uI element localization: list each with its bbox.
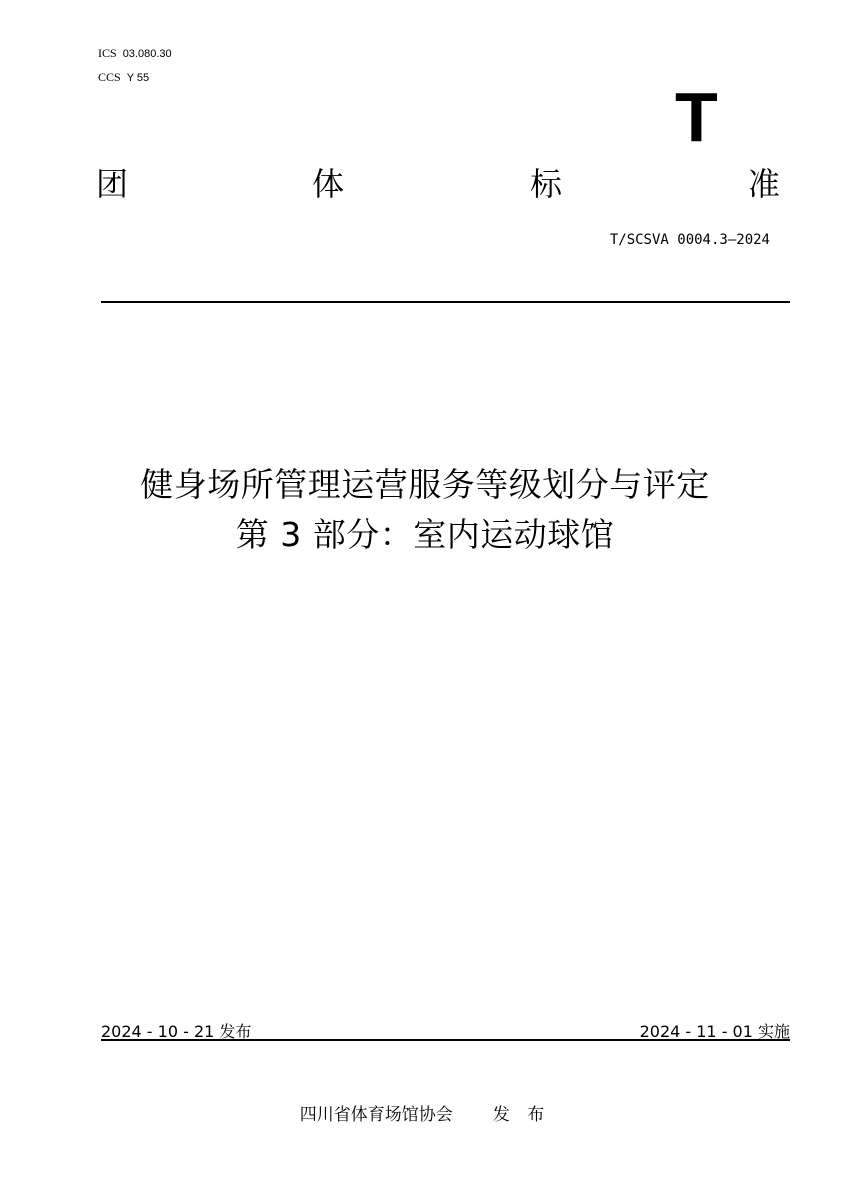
group-standard-mark: T — [675, 78, 718, 156]
document-title — [0, 460, 850, 560]
ics-code — [98, 42, 172, 61]
header-divider — [101, 301, 790, 303]
ccs-value: Y 55 — [126, 72, 150, 84]
effective-date: 2024 - 11 - 01 实施 — [639, 1022, 790, 1041]
publisher — [0, 1100, 850, 1125]
publisher-action: 发 布 — [492, 1105, 551, 1125]
title-part: 第 3 部分：室内运动球馆 — [235, 515, 615, 554]
standard-number: T/SCSVA 0004.3—2024 — [609, 232, 770, 248]
standard-type-char-4: 准 — [748, 165, 781, 203]
publisher-name: 四川省体育场馆协会 — [299, 1105, 453, 1125]
standard-type-char-3: 标 — [530, 165, 563, 203]
ics-value: 03.080.30 — [122, 48, 172, 60]
footer-divider — [101, 1039, 790, 1041]
standard-type-char-2: 体 — [312, 165, 345, 203]
ics-label: ICS — [98, 46, 117, 60]
title-main: 健身场所管理运营服务等级划分与评定 — [140, 465, 710, 504]
standard-type-char-1: 团 — [96, 165, 129, 203]
ccs-label: CCS — [98, 70, 121, 84]
publish-date: 2024 - 10 - 21 发布 — [101, 1022, 252, 1041]
ccs-code — [98, 66, 149, 85]
